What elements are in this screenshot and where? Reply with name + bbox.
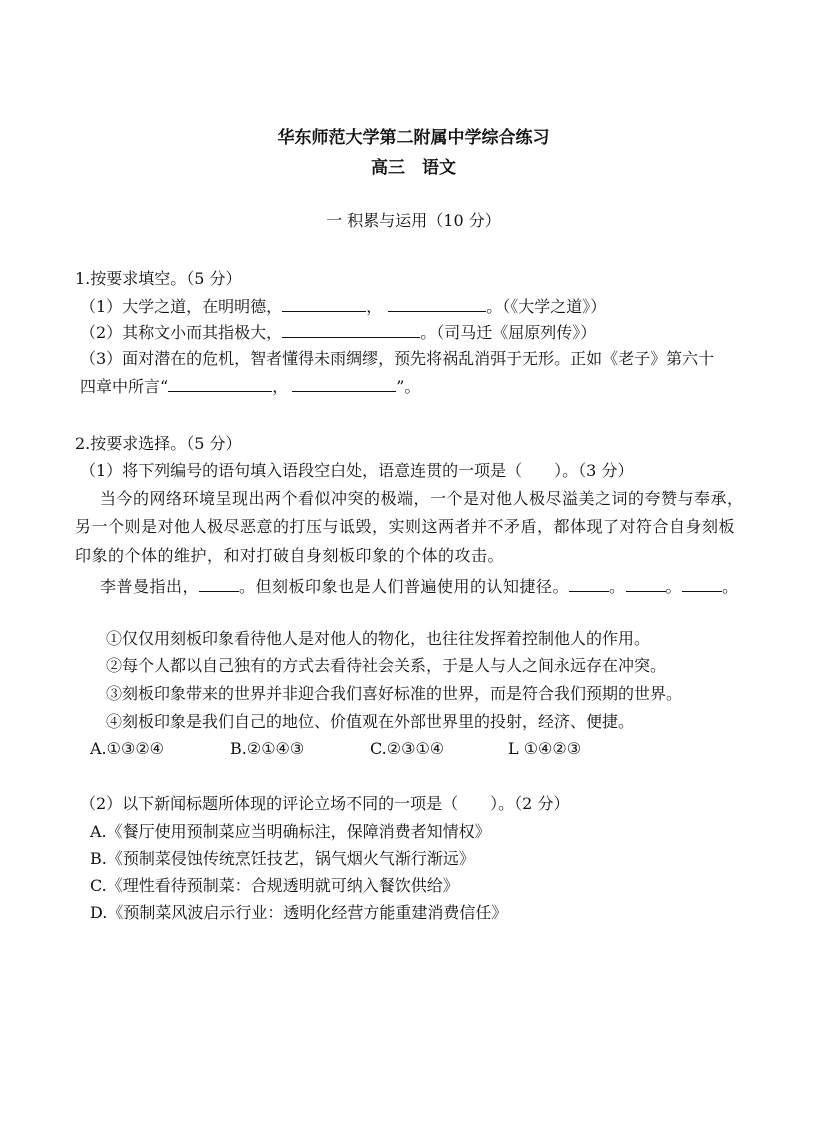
statement-item: ①仅仅用刻板印象看待他人是对他人的物化，也往往发挥着控制他人的作用。 [106, 629, 651, 648]
choice-option-b[interactable]: B.②①④③ [230, 739, 305, 758]
answer-blank[interactable] [388, 295, 486, 312]
q2-sub2-stem: （2）以下新闻标题所体现的评论立场不同的一项是（ ）。（2 分） [80, 794, 570, 813]
choice-option-d[interactable]: D.《预制菜风波启示行业：透明化经营方能重建消费信任》 [90, 903, 508, 922]
answer-blank[interactable] [168, 375, 272, 392]
section-title: 一 积累与运用（10 分） [326, 211, 501, 230]
choice-option-c[interactable]: C.②③①④ [370, 739, 445, 758]
choice-option-a[interactable]: A.①③②④ [90, 739, 165, 758]
blank-dot: 。 [722, 577, 739, 596]
answer-blank[interactable] [569, 575, 609, 592]
answer-blank[interactable] [626, 575, 666, 592]
passage-line: 当今的网络环境呈现出两个看似冲突的极端，一个是对他人极尽溢美之词的夸赞与奉承， [100, 489, 744, 508]
choice-option-b[interactable]: B.《预制菜侵蚀传统烹饪技艺，锅气烟火气渐行渐远》 [90, 849, 475, 868]
statement-item: ④刻板印象是我们自己的地位、价值观在外部世界里的投射，经济、便捷。 [106, 712, 635, 731]
q1-item3-prefix: 四章中所言“ [80, 377, 169, 396]
choice-option-c[interactable]: C.《理性看待预制菜：合规透明就可纳入餐饮供给》 [90, 876, 459, 895]
choice-option-a[interactable]: A.《餐厅使用预制菜应当明确标注，保障消费者知情权》 [90, 822, 491, 841]
para2-mid: 。但刻板印象也是人们普遍使用的认知捷径。 [239, 577, 570, 596]
q1-title: 1.按要求填空。（5 分） [75, 269, 242, 288]
q2-title: 2.按要求选择。（5 分） [75, 434, 242, 453]
passage-line: 印象的个体的维护，和对打破自身刻板印象的个体的攻击。 [75, 546, 505, 565]
choice-option-d[interactable]: L ①④②③ [508, 739, 582, 758]
answer-blank[interactable] [282, 295, 366, 312]
q1-item2 [80, 321, 596, 344]
answer-blank[interactable] [282, 321, 420, 338]
q1-item2-prefix: （2）其称文小而其指极大， [80, 323, 283, 342]
q1-item1-sep: ， [366, 297, 383, 316]
q1-item3-line2 [80, 375, 420, 398]
document-title: 华东师范大学第二附属中学综合练习 [277, 128, 550, 148]
blank-dot: 。 [609, 577, 626, 596]
statement-item: ②每个人都以自己独有的方式去看待社会关系，于是人与人之间永远存在冲突。 [106, 656, 667, 675]
q1-item1-suffix: 。（《大学之道》） [486, 297, 607, 316]
answer-blank[interactable] [199, 575, 239, 592]
para2-prefix: 李普曼指出， [100, 577, 200, 596]
q1-item1-prefix: （1）大学之道，在明明德， [80, 297, 283, 316]
q1-item3-sep: ， [272, 377, 289, 396]
q1-item2-suffix: 。（司马迁《屈原列传》） [420, 323, 597, 342]
blank-dot: 。 [665, 577, 683, 596]
q2-sub1-stem: （1）将下列编号的语句填入语段空白处，语意连贯的一项是（ ）。（3 分） [80, 461, 634, 480]
q1-item3-suffix: ”。 [396, 377, 421, 396]
grade-subject: 高三 语文 [371, 158, 456, 178]
answer-blank[interactable] [682, 575, 722, 592]
q1-item1 [80, 295, 606, 318]
q1-item3-line1: （3）面对潜在的危机，智者懂得未雨绸缪，预先将祸乱消弭于无形。正如《老子》第六十 [80, 349, 715, 368]
answer-blank[interactable] [292, 375, 396, 392]
passage-line: 另一个则是对他人极尽恶意的打压与诋毁，实则这两者并不矛盾，都体现了对符合自身刻板 [75, 517, 736, 536]
statement-item: ③刻板印象带来的世界并非迎合我们喜好标准的世界，而是符合我们预期的世界。 [106, 684, 683, 703]
passage-with-blanks [100, 575, 739, 598]
